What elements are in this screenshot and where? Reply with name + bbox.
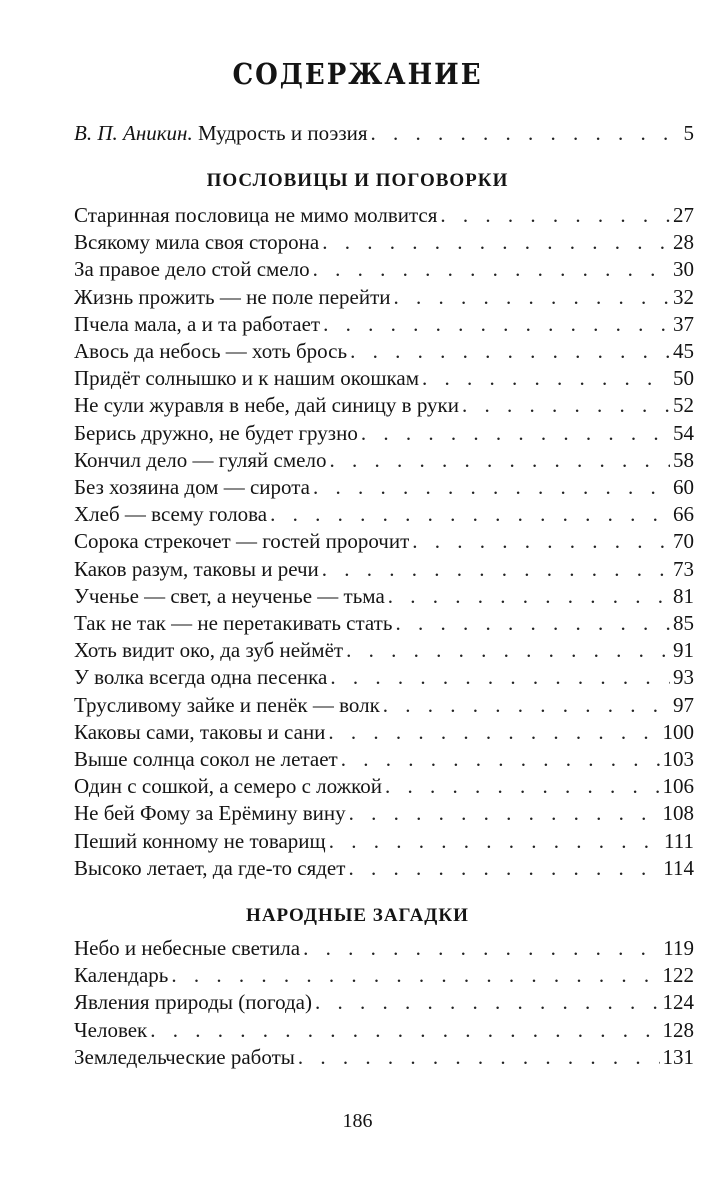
toc-entry-page: 111 [664, 828, 694, 853]
toc-entry[interactable] [74, 284, 694, 310]
toc-entry-title: Земледельческие работы [74, 1044, 295, 1069]
toc-entry-title: Авось да небось — хоть брось [74, 339, 348, 363]
toc-entry-title: Человек [74, 1017, 148, 1042]
leader-dots [394, 284, 671, 310]
toc-entry[interactable] [74, 420, 694, 446]
toc-entry-title: Без хозяина дом — сирота [74, 475, 310, 499]
toc-entry-page: 52 [673, 393, 694, 418]
toc-entry[interactable] [74, 692, 694, 718]
toc-entry[interactable] [74, 256, 694, 282]
toc-entry-title: Берись дружно, не будет грузно [74, 420, 358, 445]
toc-entry-intro[interactable] [74, 120, 694, 146]
toc-entry[interactable] [74, 556, 694, 582]
toc-entry-page: 73 [673, 556, 694, 581]
toc-entry[interactable] [74, 637, 694, 663]
leader-dots [346, 637, 670, 663]
toc-entry[interactable] [74, 828, 694, 854]
toc-entry-page: 70 [673, 529, 694, 554]
toc-entry-title: У волка всегда одна песенка [74, 665, 328, 690]
toc-entry-title: Выше солнца сокол не летает [74, 747, 338, 771]
toc-entry-title: Кончил дело — гуляй смело [74, 447, 327, 472]
toc-entry-title: Явления природы (погода) [74, 990, 312, 1015]
toc-entry-page: 93 [673, 665, 694, 690]
leader-dots [171, 962, 659, 988]
toc-entry-title: Хлеб — всему голова [74, 502, 268, 527]
toc-entry[interactable] [74, 855, 694, 881]
toc-entry[interactable] [74, 989, 694, 1015]
toc-entry-title: Придёт солнышко и к нашим окошкам [74, 366, 420, 391]
toc-entry-page: 100 [662, 719, 694, 744]
leader-dots [315, 989, 660, 1015]
toc-entry-title: Жизнь прожить — не поле перейти [74, 284, 391, 309]
leader-dots [270, 501, 670, 527]
toc-entry[interactable] [74, 746, 694, 772]
toc-entry-page: 58 [673, 447, 694, 472]
toc-entry[interactable] [74, 935, 694, 961]
toc-entry-page: 85 [673, 611, 694, 635]
toc-entry-title: Хоть видит око, да зуб неймёт [74, 638, 344, 663]
toc-entry-title: Высоко летает, да где-то сядет [74, 855, 346, 880]
section-heading-proverbs: ПОСЛОВИЦЫ И ПОГОВОРКИ [206, 170, 509, 191]
toc-entry[interactable] [74, 664, 694, 690]
toc-entry-title: Каковы сами, таковы и сани [74, 719, 326, 744]
leader-dots [329, 447, 670, 473]
toc-entry-title: Пчела мала, а и та работает [74, 311, 321, 336]
leader-dots [348, 855, 660, 881]
toc-entry-title: Небо и небесные светила [74, 936, 301, 960]
toc-entry-page: 60 [673, 475, 694, 499]
toc-entry-page: 124 [662, 990, 694, 1015]
toc-entry-title: Так не так — не перетакивать стать [74, 611, 393, 635]
toc-entry[interactable] [74, 719, 694, 745]
toc-entry-title: Сорока стрекочет — гостей пророчит [74, 529, 410, 554]
leader-dots [330, 664, 670, 690]
toc-entry-title: Всякому мила своя сторона [74, 230, 320, 255]
leader-dots [323, 311, 670, 337]
toc-entry[interactable] [74, 773, 694, 799]
leader-dots [322, 229, 670, 255]
toc-entry-page: 108 [662, 801, 694, 826]
toc-entry[interactable] [74, 962, 694, 988]
page-number: 186 [342, 1110, 373, 1132]
toc-entry-page: 97 [673, 692, 694, 717]
toc-entry-title: Один с сошкой, а семеро с ложкой [74, 774, 382, 799]
toc-entry-page: 131 [662, 1044, 694, 1069]
leader-dots [341, 746, 660, 772]
leader-dots [462, 392, 670, 418]
toc-entry-title: Не сули журавля в небе, дай синицу в руки [74, 393, 459, 418]
toc-entry-title: Не бей Фому за Ерёмину вину [74, 801, 346, 826]
toc-entry-page: 28 [673, 230, 694, 255]
toc-entry-page: 81 [673, 583, 694, 608]
toc-entry-page: 128 [662, 1017, 694, 1042]
section-heading-riddles: НАРОДНЫЕ ЗАГАДКИ [246, 905, 469, 926]
leader-dots [395, 610, 670, 636]
toc-entry-title: Трусливому зайке и пенёк — волк [74, 692, 380, 717]
toc-entry[interactable] [74, 311, 694, 337]
toc-entry[interactable] [74, 447, 694, 473]
toc-entry-page: 54 [673, 420, 694, 445]
leader-dots [303, 935, 660, 961]
leader-dots [350, 338, 670, 364]
toc-entry-page: 5 [683, 121, 694, 145]
toc-entry-title: Мудрость и поэзия [197, 121, 368, 145]
toc-entry-title: Каков разум, таковы и речи [74, 556, 319, 581]
toc-entry[interactable] [74, 1017, 694, 1043]
toc-entry-page: 30 [673, 257, 694, 282]
toc-entry-title: Календарь [74, 963, 169, 988]
toc-entry-page: 50 [673, 366, 694, 391]
toc-entry-page: 27 [673, 203, 694, 227]
toc-entry-page: 45 [673, 339, 694, 363]
toc-entry-page: 37 [673, 311, 694, 336]
leader-dots [328, 719, 659, 745]
leader-dots [150, 1017, 659, 1043]
toc-entry[interactable] [74, 610, 694, 636]
page-title: СОДЕРЖАНИЕ [232, 58, 483, 92]
toc-entry-page: 103 [662, 747, 694, 771]
toc-entry-page: 66 [673, 502, 694, 527]
toc-entry[interactable] [74, 229, 694, 255]
toc-entry[interactable] [74, 392, 694, 418]
toc-entry[interactable] [74, 583, 694, 609]
toc-entry[interactable] [74, 800, 694, 826]
toc-entry-title: Ученье — свет, а неученье — тьма [74, 583, 385, 608]
toc-entry[interactable] [74, 338, 694, 364]
leader-dots [313, 474, 670, 500]
toc-entry[interactable] [74, 501, 694, 527]
toc-entry[interactable] [74, 1044, 694, 1070]
toc-entry-page: 91 [673, 638, 694, 663]
leader-dots [313, 256, 670, 282]
toc-entry-title: За правое дело стой смело [74, 257, 310, 282]
leader-dots [349, 800, 660, 826]
leader-dots [440, 202, 670, 228]
toc-entry-page: 122 [662, 963, 694, 988]
toc-entry-label [74, 120, 368, 146]
toc-entry-title: Старинная пословица не мимо молвится [74, 203, 438, 227]
leader-dots [361, 420, 670, 446]
toc-entry-page: 106 [662, 774, 694, 799]
toc-entry-page: 32 [673, 284, 694, 309]
leader-dots [385, 773, 660, 799]
toc-entry-title: Пеший конному не товарищ [74, 828, 326, 853]
toc-entry-author: В. П. Аникин. [74, 121, 193, 145]
leader-dots [322, 556, 670, 582]
toc-entry[interactable] [74, 474, 694, 500]
toc-entry-page: 114 [663, 855, 694, 880]
leader-dots [383, 692, 670, 718]
leader-dots [388, 583, 670, 609]
leader-dots [329, 828, 661, 854]
leader-dots [412, 528, 670, 554]
toc-entry-page: 119 [663, 936, 694, 960]
leader-dots [298, 1044, 660, 1070]
toc-entry[interactable] [74, 365, 694, 391]
toc-entry[interactable] [74, 202, 694, 228]
toc-entry[interactable] [74, 528, 694, 554]
leader-dots [422, 365, 670, 391]
leader-dots [371, 120, 681, 146]
